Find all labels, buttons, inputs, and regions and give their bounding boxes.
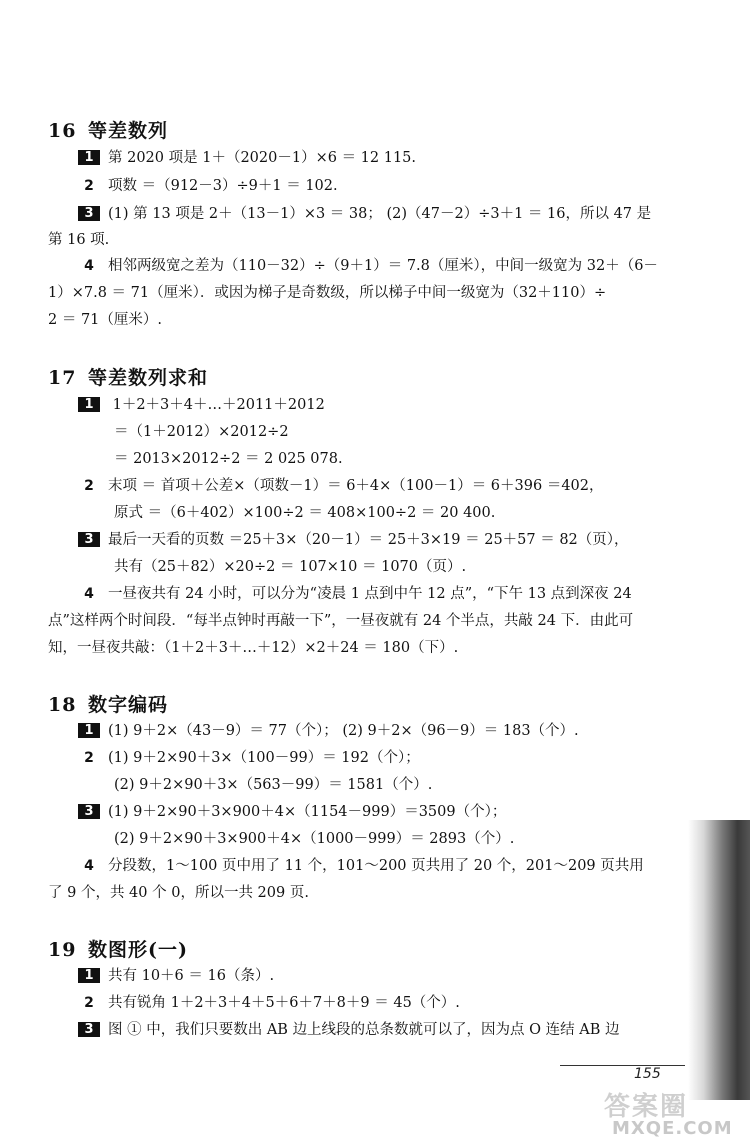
answer-text: 一昼夜共有 24 小时，可以分为“凌晨 1 点到中午 12 点”，“下午 13 点到深夜 24 [108, 586, 632, 602]
answer-marker: 2 [84, 178, 94, 194]
answer-marker: 4 [84, 858, 94, 874]
section-heading-18 [48, 690, 168, 717]
answer-continuation: 1）×7.8 ＝ 71（厘米）．或因为梯子是奇数级，所以梯子中间一级宽为（32＋110）÷ [48, 285, 607, 301]
answer-line [78, 393, 325, 414]
answer-marker: 2 [84, 750, 94, 766]
answer-marker: 2 [84, 995, 94, 1011]
answer-text: 1＋2＋3＋4＋…＋2011＋2012 [108, 397, 325, 413]
answer-continuation: 原式 ＝（6＋402）×100÷2 ＝ 408×100÷2 ＝ 20 400. [114, 505, 496, 521]
answer-marker-inverted: 1 [78, 150, 100, 165]
answer-text: 第 2020 项是 1＋（2020－1）×6 ＝ 12 115. [108, 150, 417, 166]
answer-line [78, 854, 644, 875]
answer-continuation: ＝ 2013×2012÷2 ＝ 2 025 078. [114, 451, 343, 467]
section-number: 17 [48, 367, 77, 389]
answer-continuation: 知，一昼夜共敲：（1＋2＋3＋…＋12）×2＋24 ＝ 180（下）. [48, 640, 459, 656]
answer-text: (1) 9＋2×90＋3×900＋4×（1154－999）＝3509（个）； [108, 804, 507, 820]
answer-continuation: (2) 9＋2×90＋3×（563－99）＝ 1581（个）. [114, 777, 433, 793]
watermark-url: MXQE.COM [612, 1118, 733, 1139]
answer-continuation: 第 16 项. [48, 232, 110, 248]
answer-text: 项数 ＝（912－3）÷9＋1 ＝ 102. [108, 178, 338, 194]
answer-line [78, 174, 338, 195]
answer-continuation: (2) 9＋2×90＋3×900＋4×（1000－999）＝ 2893（个）. [114, 831, 515, 847]
section-heading-17 [48, 363, 208, 390]
section-heading-19 [48, 935, 188, 962]
answer-marker-inverted: 1 [78, 968, 100, 983]
answer-marker-inverted: 3 [78, 1022, 100, 1037]
answer-line [78, 1018, 620, 1039]
answer-continuation: 点”这样两个时间段．“每半点钟时再敲一下”，一昼夜就有 24 个半点，共敲 24 下．由此可 [48, 613, 634, 629]
answer-line [78, 202, 651, 223]
section-title: 等差数列求和 [88, 367, 209, 389]
footer-rule [560, 1065, 685, 1066]
answer-continuation: ＝（1＋2012）×2012÷2 [114, 424, 289, 440]
answer-text: (1) 9＋2×（43－9）＝ 77（个）； (2) 9＋2×（96－9）＝ 183（个）. [108, 723, 579, 739]
answer-marker-inverted: 1 [78, 397, 100, 412]
section-title: 数字编码 [88, 694, 169, 716]
answer-line [78, 474, 604, 495]
section-title: 等差数列 [88, 120, 169, 142]
answer-marker-inverted: 3 [78, 206, 100, 221]
page-edge-shadow [688, 820, 750, 1100]
answer-line [78, 528, 629, 549]
page-number: 155 [634, 1066, 661, 1082]
section-title: 数图形(一) [88, 939, 188, 961]
answer-marker: 4 [84, 586, 94, 602]
answer-line [78, 746, 420, 767]
answer-text: 图 ① 中，我们只要数出 AB 边上线段的总条数就可以了，因为点 O 连结 AB 边 [108, 1022, 620, 1038]
answer-marker-inverted: 3 [78, 804, 100, 819]
section-number: 16 [48, 120, 77, 142]
answer-text: 分段数，1～100 页中用了 11 个，101～200 页共用了 20 个，201～209 页共用 [108, 858, 644, 874]
answer-line [78, 991, 460, 1012]
watermark-logo: 答案圈 [604, 1092, 689, 1122]
answer-text: 末项 ＝ 首项＋公差×（项数－1）＝ 6＋4×（100－1）＝ 6＋396 ＝402， [108, 478, 604, 494]
answer-marker-inverted: 3 [78, 532, 100, 547]
answer-text: 相邻两级宽之差为（110－32）÷（9＋1）＝ 7.8（厘米），中间一级宽为 32＋（6－ [108, 258, 658, 274]
answer-line [78, 582, 632, 603]
answer-line [78, 964, 274, 985]
answer-marker: 4 [84, 258, 94, 274]
answer-continuation: 共有（25＋82）×20÷2 ＝ 107×10 ＝ 1070（页）. [114, 559, 467, 575]
section-heading-16 [48, 116, 168, 143]
answer-line [78, 719, 579, 740]
answer-continuation: 2 ＝ 71（厘米）. [48, 312, 163, 328]
answer-marker-inverted: 1 [78, 723, 100, 738]
answer-text: 最后一天看的页数 ＝25＋3×（20－1）＝ 25＋3×19 ＝ 25＋57 ＝ 82（页）， [108, 532, 629, 548]
section-number: 18 [48, 694, 77, 716]
answer-line [78, 800, 506, 821]
answer-line [78, 254, 658, 275]
answer-text: (1) 9＋2×90＋3×（100－99）＝ 192（个）； [108, 750, 420, 766]
answer-marker: 2 [84, 478, 94, 494]
answer-line [78, 146, 416, 167]
section-number: 19 [48, 939, 77, 961]
answer-text: (1) 第 13 项是 2＋（13－1）×3 ＝ 38； (2)（47－2）÷3＋1 ＝ 16，所以 47 是 [108, 206, 652, 222]
answer-text: 共有 10＋6 ＝ 16（条）. [108, 968, 275, 984]
answer-continuation: 了 9 个，共 40 个 0，所以一共 209 页. [48, 885, 309, 901]
answer-text: 共有锐角 1＋2＋3＋4＋5＋6＋7＋8＋9 ＝ 45（个）. [108, 995, 460, 1011]
